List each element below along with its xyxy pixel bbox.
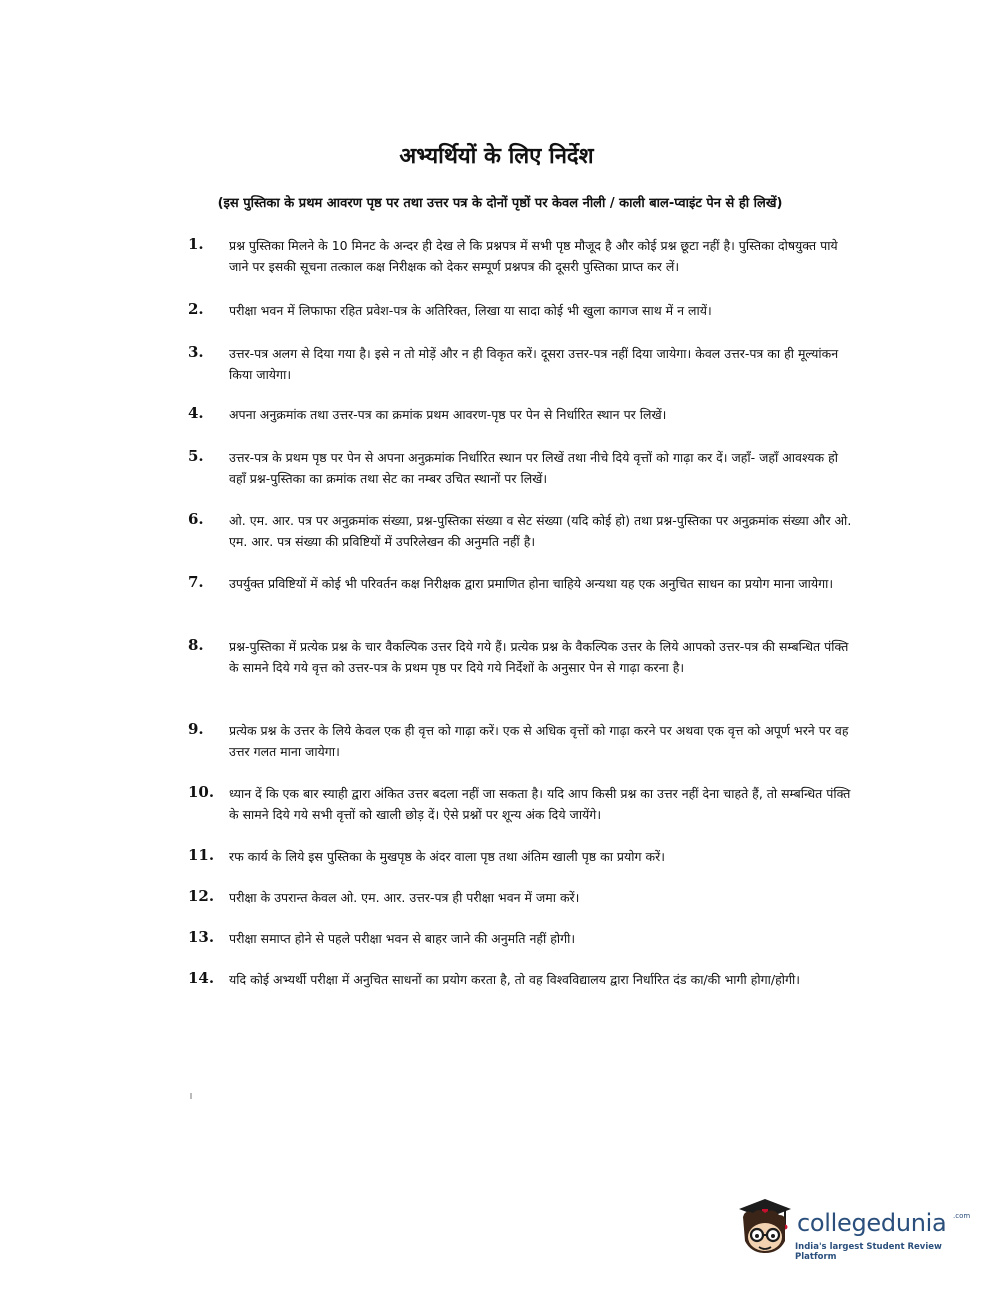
student-mascot-icon (735, 1195, 795, 1257)
instruction-text: रफ कार्य के लिये इस पुस्तिका के मुखपृष्ठ के अंदर वाला पृष्ठ तथा अंतिम खाली पृष्ठ का प्रयोग करें। (229, 849, 665, 864)
brand-tagline: India's largest Student Review Platform (795, 1242, 942, 1262)
instruction-text: ओ. एम. आर. पत्र पर अनुक्रमांक संख्या, प्रश्न-पुस्तिका संख्या व सेट संख्या (यदि कोई हो) तथा प्रश्न-पुस्तिका पर अनुक्रमांक संख्या और ओ. एम. आर. पत्र संख्या की प्रविष्टियों में उपरिलेखन की अनुमति नहीं है। (229, 513, 852, 549)
collegedunia-logo (735, 1195, 971, 1265)
instruction-text: उपर्युक्त प्रविष्टियों में कोई भी परिवर्तन कक्ष निरीक्षक द्वारा प्रमाणित होना चाहिये अन्यथा यह एक अनुचित साधन का प्रयोग माना जायेगा। (229, 576, 834, 591)
instruction-number: 5. (188, 447, 204, 465)
instruction-number: 1. (188, 235, 204, 253)
instruction-text: प्रश्न पुस्तिका मिलने के 10 मिनट के अन्दर ही देख ले कि प्रश्नपत्र में सभी पृष्ठ मौजूद है और कोई प्रश्न छूटा नहीं है। पुस्तिका दोषयुक्त पाये जाने पर इसकी सूचना तत्काल कक्ष निरीक्षक को देकर सम्पूर्ण प्रश्नपत्र की दूसरी पुस्तिका प्राप्त कर लें। (229, 238, 838, 274)
instruction-number: 9. (188, 720, 204, 738)
instruction-number: 2. (188, 300, 204, 318)
instruction-number: 4. (188, 404, 204, 422)
instruction-text: ध्यान दें कि एक बार स्याही द्वारा अंकित उत्तर बदला नहीं जा सकता है। यदि आप किसी प्रश्न का उत्तर नहीं देना चाहते हैं, तो सम्बन्धित पंक्ति के सामने दिये गये सभी वृत्तों को खाली छोड़ दें। ऐसे प्रश्नों पर शून्य अंक दिये जायेंगे। (229, 786, 851, 822)
instruction-text: परीक्षा के उपरान्त केवल ओ. एम. आर. उत्तर-पत्र ही परीक्षा भवन में जमा करें। (229, 890, 580, 905)
instruction-number: 13. (188, 928, 215, 946)
instruction-number: 8. (188, 636, 204, 654)
instruction-text: परीक्षा भवन में लिफाफा रहित प्रवेश-पत्र के अतिरिक्त, लिखा या सादा कोई भी खुला कागज साथ में न लायें। (229, 303, 712, 318)
instruction-number: 14. (188, 969, 215, 987)
page-title: अभ्यर्थियों के लिए निर्देश (399, 144, 594, 169)
instruction-number: 10. (188, 783, 215, 801)
instruction-text: यदि कोई अभ्यर्थी परीक्षा में अनुचित साधनों का प्रयोग करता है, तो वह विश्वविद्यालय द्वारा निर्धारित दंड का/की भागी होगा/होगी। (229, 972, 800, 987)
page-subtitle: (इस पुस्तिका के प्रथम आवरण पृष्ठ पर तथा उत्तर पत्र के दोनों पृष्ठों पर केवल नीली / काली बाल-प्वाइंट पेन से ही लिखें) (217, 196, 783, 211)
scan-mark (190, 1093, 192, 1099)
brand-name: collegedunia (797, 1209, 947, 1237)
instruction-text: उत्तर-पत्र अलग से दिया गया है। इसे न तो मोड़ें और न ही विकृत करें। दूसरा उत्तर-पत्र नहीं दिया जायेगा। केवल उत्तर-पत्र का ही मूल्यांकन किया जायेगा। (229, 346, 839, 382)
instruction-number: 12. (188, 887, 215, 905)
instruction-number: 11. (188, 846, 215, 864)
brand-suffix: .com (953, 1212, 971, 1220)
instruction-text: उत्तर-पत्र के प्रथम पृष्ठ पर पेन से अपना अनुक्रमांक निर्धारित स्थान पर लिखें तथा नीचे दिये वृत्तों को गाढ़ा कर दें। जहाँ- जहाँ आवश्यक हो वहाँ प्रश्न-पुस्तिका का क्रमांक तथा सेट का नम्बर उचित स्थानों पर लिखें। (229, 450, 838, 486)
instruction-text: परीक्षा समाप्त होने से पहले परीक्षा भवन से बाहर जाने की अनुमति नहीं होगी। (229, 931, 576, 946)
instruction-text: प्रत्येक प्रश्न के उत्तर के लिये केवल एक ही वृत्त को गाढ़ा करें। एक से अधिक वृत्तों को गाढ़ा करने पर अथवा एक वृत्त को अपूर्ण भरने पर वह उत्तर गलत माना जायेगा। (229, 723, 849, 759)
instruction-number: 6. (188, 510, 204, 528)
instruction-number: 3. (188, 343, 204, 361)
instruction-text: प्रश्न-पुस्तिका में प्रत्येक प्रश्न के चार वैकल्पिक उत्तर दिये गये हैं। प्रत्येक प्रश्न के वैकल्पिक उत्तर के लिये आपको उत्तर-पत्र की सम्बन्धित पंक्ति के सामने दिये गये वृत्त को उत्तर-पत्र के प्रथम पृष्ठ पर दिये गये निर्देशों के अनुसार पेन से गाढ़ा करना है। (229, 639, 849, 675)
instruction-number: 7. (188, 573, 204, 591)
instruction-text: अपना अनुक्रमांक तथा उत्तर-पत्र का क्रमांक प्रथम आवरण-पृष्ठ पर पेन से निर्धारित स्थान पर लिखें। (229, 407, 667, 422)
